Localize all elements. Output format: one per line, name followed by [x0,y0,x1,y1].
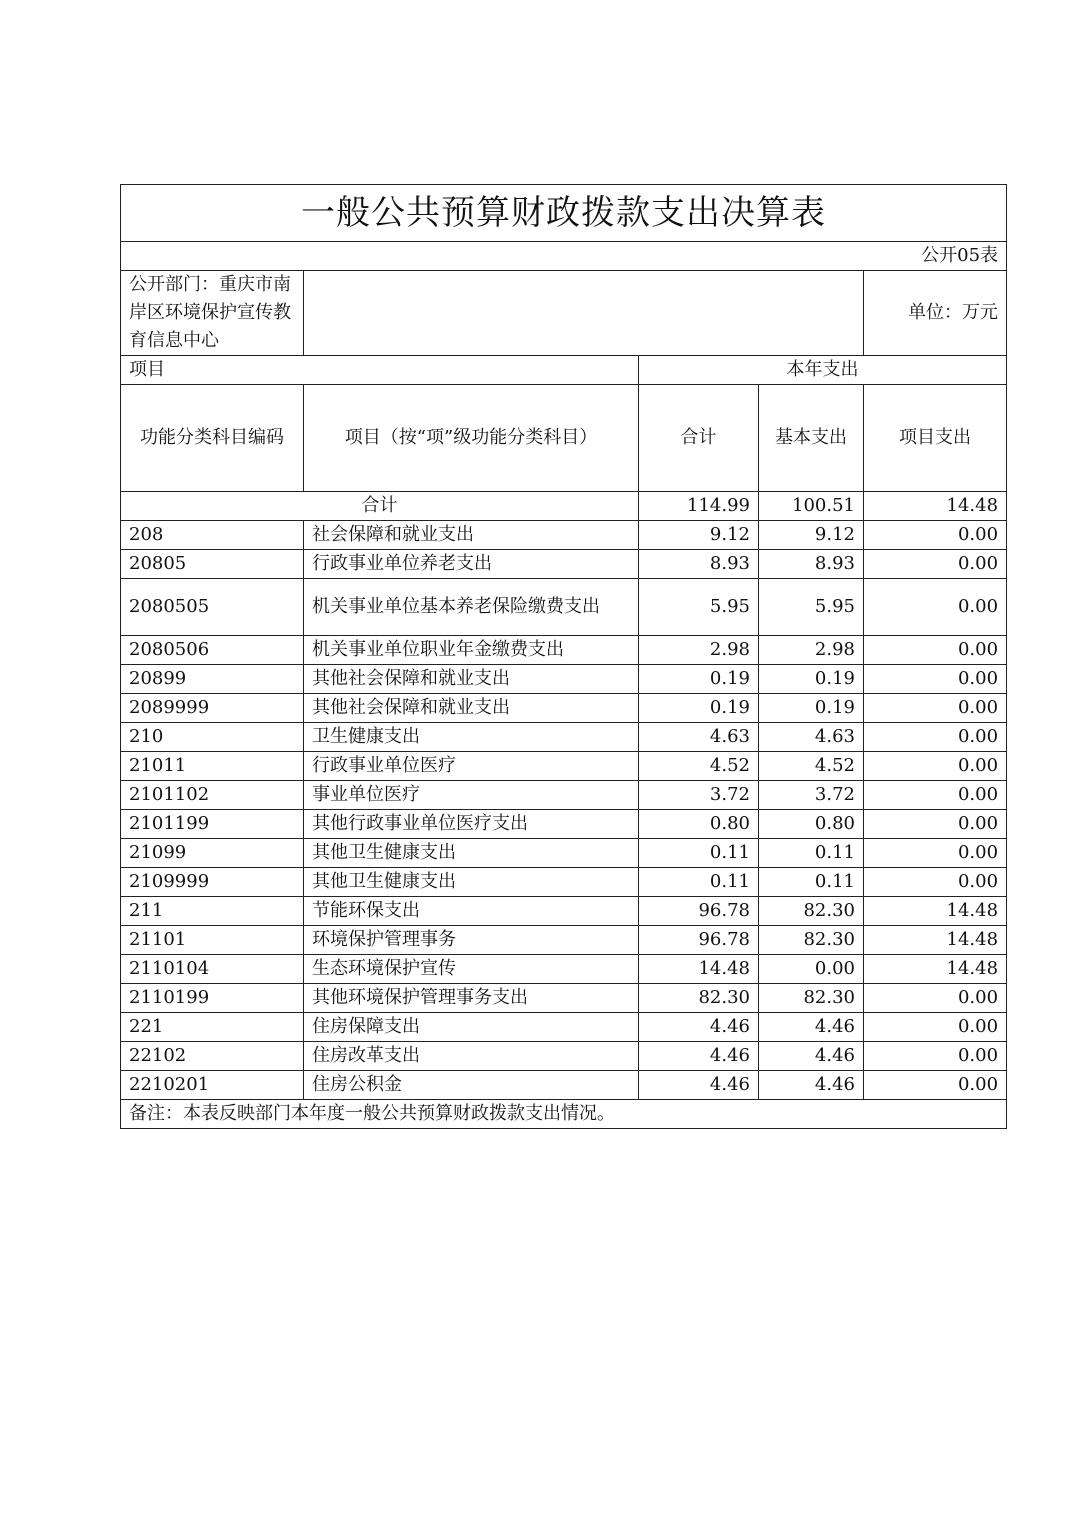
table-row [121,1042,1007,1071]
row-project: 0.00 [864,579,1007,636]
table-row [121,694,1007,723]
row-total: 4.46 [639,1071,759,1100]
row-basic: 2.98 [759,636,864,665]
header-name: 项目（按“项”级功能分类科目） [304,385,639,492]
row-code: 2080506 [121,636,304,665]
row-project: 0.00 [864,1071,1007,1100]
row-basic: 0.11 [759,839,864,868]
row-name: 其他环境保护管理事务支出 [304,984,639,1013]
row-basic: 0.11 [759,868,864,897]
total-sum: 114.99 [639,492,759,521]
row-project: 0.00 [864,694,1007,723]
row-basic: 0.80 [759,810,864,839]
row-project: 0.00 [864,1042,1007,1071]
row-basic: 5.95 [759,579,864,636]
row-name: 其他卫生健康支出 [304,839,639,868]
row-code: 2109999 [121,868,304,897]
row-basic: 82.30 [759,984,864,1013]
row-name: 其他社会保障和就业支出 [304,694,639,723]
row-code: 208 [121,521,304,550]
row-code: 2080505 [121,579,304,636]
row-name: 其他社会保障和就业支出 [304,665,639,694]
row-total: 4.52 [639,752,759,781]
row-name: 社会保障和就业支出 [304,521,639,550]
row-basic: 3.72 [759,781,864,810]
row-total: 14.48 [639,955,759,984]
row-total: 0.80 [639,810,759,839]
header-basic: 基本支出 [759,385,864,492]
row-project: 0.00 [864,781,1007,810]
row-basic: 82.30 [759,926,864,955]
row-project: 0.00 [864,521,1007,550]
row-name: 住房公积金 [304,1071,639,1100]
row-total: 9.12 [639,521,759,550]
row-total: 2.98 [639,636,759,665]
row-code: 2101102 [121,781,304,810]
table-row [121,521,1007,550]
row-basic: 4.46 [759,1042,864,1071]
row-basic: 8.93 [759,550,864,579]
row-basic: 4.52 [759,752,864,781]
table-row [121,752,1007,781]
row-code: 21101 [121,926,304,955]
table-row [121,1013,1007,1042]
row-project: 0.00 [864,665,1007,694]
row-total: 0.19 [639,665,759,694]
blank-cell [304,271,864,356]
table-row [121,897,1007,926]
row-project: 0.00 [864,810,1007,839]
total-project: 14.48 [864,492,1007,521]
header-project: 项目支出 [864,385,1007,492]
row-basic: 0.19 [759,665,864,694]
table-row [121,984,1007,1013]
row-project: 14.48 [864,955,1007,984]
table-row [121,665,1007,694]
row-code: 2110199 [121,984,304,1013]
table-title: 一般公共预算财政拨款支出决算表 [121,185,1007,242]
row-name: 机关事业单位职业年金缴费支出 [304,636,639,665]
row-total: 0.11 [639,839,759,868]
row-project: 0.00 [864,984,1007,1013]
row-code: 20805 [121,550,304,579]
row-total: 4.46 [639,1042,759,1071]
row-code: 20899 [121,665,304,694]
row-name: 其他卫生健康支出 [304,868,639,897]
row-total: 82.30 [639,984,759,1013]
total-basic: 100.51 [759,492,864,521]
row-name: 行政事业单位养老支出 [304,550,639,579]
row-name: 住房保障支出 [304,1013,639,1042]
department-label: 公开部门：重庆市南岸区环境保护宣传教育信息中心 [121,271,304,356]
row-name: 住房改革支出 [304,1042,639,1071]
row-code: 2210201 [121,1071,304,1100]
header-code: 功能分类科目编码 [121,385,304,492]
row-basic: 4.46 [759,1071,864,1100]
row-code: 2110104 [121,955,304,984]
table-row [121,579,1007,636]
row-code: 2101199 [121,810,304,839]
row-total: 0.19 [639,694,759,723]
table-number: 公开05表 [121,242,1007,271]
table-row [121,868,1007,897]
row-basic: 82.30 [759,897,864,926]
row-code: 2089999 [121,694,304,723]
row-project: 14.48 [864,897,1007,926]
row-project: 0.00 [864,550,1007,579]
row-total: 5.95 [639,579,759,636]
row-name: 事业单位医疗 [304,781,639,810]
row-code: 210 [121,723,304,752]
row-code: 21011 [121,752,304,781]
total-label: 合计 [121,492,639,521]
table-row [121,781,1007,810]
table-row [121,636,1007,665]
table-row [121,926,1007,955]
row-project: 0.00 [864,752,1007,781]
row-project: 0.00 [864,1013,1007,1042]
table-row [121,1071,1007,1100]
row-name: 其他行政事业单位医疗支出 [304,810,639,839]
row-code: 211 [121,897,304,926]
row-basic: 0.19 [759,694,864,723]
row-total: 8.93 [639,550,759,579]
row-total: 0.11 [639,868,759,897]
header-current-year: 本年支出 [639,356,1007,385]
row-project: 14.48 [864,926,1007,955]
table-row [121,550,1007,579]
row-code: 221 [121,1013,304,1042]
row-name: 行政事业单位医疗 [304,752,639,781]
row-code: 22102 [121,1042,304,1071]
row-name: 节能环保支出 [304,897,639,926]
table-row [121,723,1007,752]
unit-label: 单位：万元 [864,271,1007,356]
row-name: 机关事业单位基本养老保险缴费支出 [304,579,639,636]
row-basic: 4.63 [759,723,864,752]
row-project: 0.00 [864,868,1007,897]
row-total: 96.78 [639,897,759,926]
row-total: 4.63 [639,723,759,752]
row-name: 环境保护管理事务 [304,926,639,955]
row-name: 生态环境保护宣传 [304,955,639,984]
row-basic: 0.00 [759,955,864,984]
row-basic: 4.46 [759,1013,864,1042]
row-project: 0.00 [864,839,1007,868]
row-total: 3.72 [639,781,759,810]
row-code: 21099 [121,839,304,868]
row-name: 卫生健康支出 [304,723,639,752]
header-total: 合计 [639,385,759,492]
header-item: 项目 [121,356,639,385]
footnote: 备注：本表反映部门本年度一般公共预算财政拨款支出情况。 [121,1100,1007,1129]
row-total: 4.46 [639,1013,759,1042]
table-row [121,810,1007,839]
table-row [121,955,1007,984]
row-project: 0.00 [864,636,1007,665]
row-basic: 9.12 [759,521,864,550]
row-total: 96.78 [639,926,759,955]
row-project: 0.00 [864,723,1007,752]
total-row [121,492,1007,521]
table-row [121,839,1007,868]
expenditure-table [120,184,1007,1129]
